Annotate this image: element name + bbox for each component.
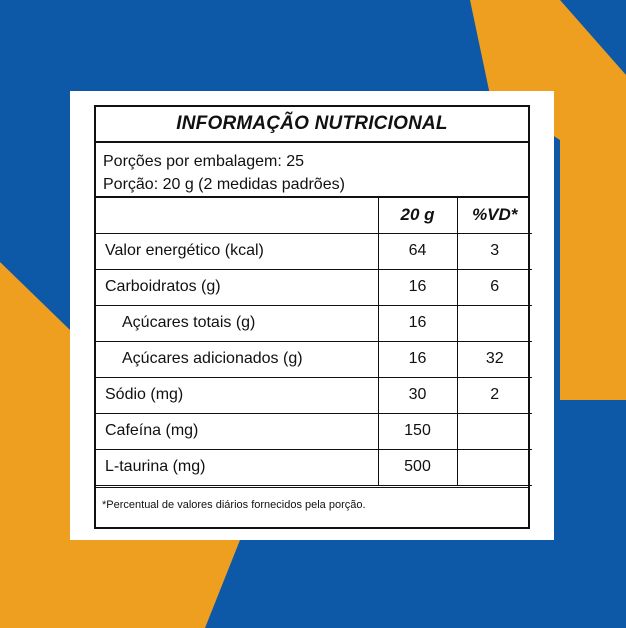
nutrient-name: Carboidratos (g): [96, 269, 378, 305]
table-row: [96, 341, 532, 377]
header-empty-cell: [96, 198, 378, 233]
nutrient-daily-value: [457, 449, 532, 485]
nutrient-daily-value: 6: [457, 269, 532, 305]
nutrition-facts-panel: [94, 105, 530, 529]
nutrient-amount: 16: [378, 341, 457, 377]
nutrition-title: INFORMAÇÃO NUTRICIONAL: [176, 113, 448, 134]
nutrition-card: [70, 91, 554, 540]
table-header-row: [96, 198, 532, 233]
nutrient-name: Açúcares adicionados (g): [96, 341, 378, 377]
nutrient-name: Sódio (mg): [96, 377, 378, 413]
nutrient-daily-value: [457, 413, 532, 449]
nutrient-daily-value: 32: [457, 341, 532, 377]
table-row: [96, 269, 532, 305]
table-row: [96, 305, 532, 341]
serving-size: Porção: 20 g (2 medidas padrões): [103, 176, 345, 193]
servings-info: [96, 143, 528, 198]
table-row: [96, 377, 532, 413]
nutrient-amount: 500: [378, 449, 457, 485]
nutrient-amount: 150: [378, 413, 457, 449]
header-amount: 20 g: [378, 198, 457, 233]
servings-per-package: Porções por embalagem: 25: [103, 153, 304, 170]
nutrient-daily-value: 3: [457, 233, 532, 269]
nutrient-name: Açúcares totais (g): [96, 305, 378, 341]
nutrient-amount: 16: [378, 305, 457, 341]
nutrient-amount: 16: [378, 269, 457, 305]
header-daily-value: %VD*: [457, 198, 532, 233]
nutrient-daily-value: 2: [457, 377, 532, 413]
title-row: [96, 107, 528, 143]
nutrient-name: Valor energético (kcal): [96, 233, 378, 269]
nutrition-table: [96, 198, 532, 486]
nutrient-daily-value: [457, 305, 532, 341]
nutrient-amount: 30: [378, 377, 457, 413]
table-row: [96, 449, 532, 485]
table-row: [96, 413, 532, 449]
nutrient-name: Cafeína (mg): [96, 413, 378, 449]
footnote: *Percentual de valores diários fornecidos pela porção.: [96, 487, 528, 527]
table-row: [96, 233, 532, 269]
nutrient-name: L-taurina (mg): [96, 449, 378, 485]
nutrient-amount: 64: [378, 233, 457, 269]
